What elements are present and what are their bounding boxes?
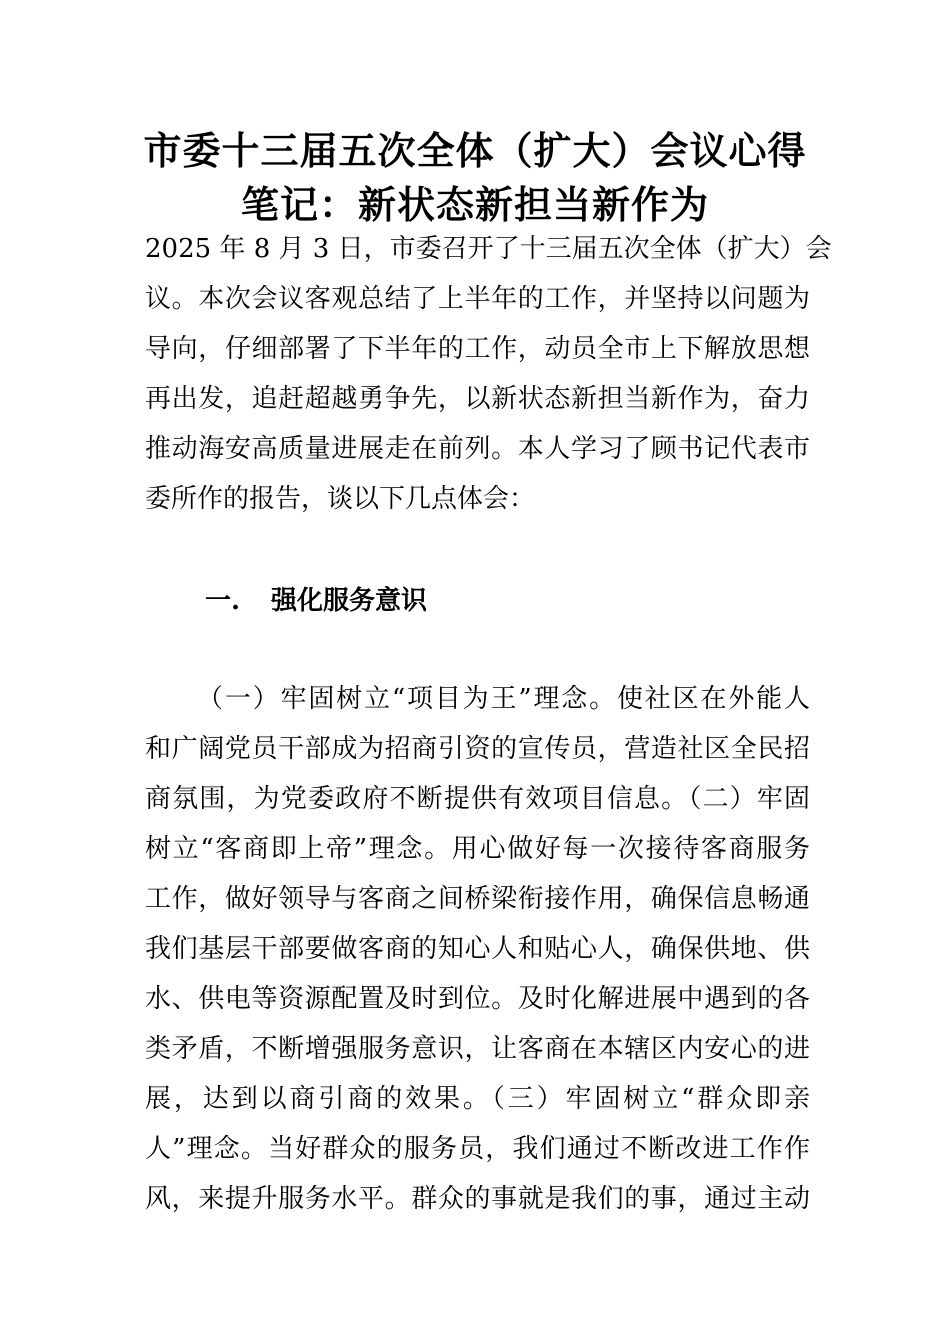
section-heading [205, 576, 427, 626]
text-line: 议。本次会议客观总结了上半年的工作，并坚持以问题为 [145, 284, 810, 314]
text-line: 推动海安高质量进展走在前列。本人学习了顾书记代表市 [145, 434, 810, 464]
section-title: 强化服务意识 [271, 586, 428, 616]
text-line: 我们基层干部要做客商的知心人和贴心人，确保供地、供 [145, 934, 810, 964]
text-line: （一）牢固树立“项目为王”理念。使社区在外能人 [197, 684, 810, 714]
title-line: 市委十三届五次全体（扩大）会议心得 [143, 129, 807, 173]
text-line: 商氛围，为党委政府不断提供有效项目信息。（二）牢固 [145, 784, 810, 814]
text-line: 委所作的报告，谈以下几点体会： [145, 484, 536, 514]
text-line: 和广阔党员干部成为招商引资的宣传员，营造社区全民招 [145, 734, 810, 764]
body-paragraph [145, 674, 810, 1224]
text-line: 风，来提升服务水平。群众的事就是我们的事，通过主动 [145, 1184, 810, 1214]
document-title [120, 124, 830, 232]
text-line: 再出发，追赶超越勇争先，以新状态新担当新作为，奋力 [145, 384, 810, 414]
intro-paragraph [145, 224, 832, 524]
text-line: 工作，做好领导与客商之间桥梁衔接作用，确保信息畅通 [145, 884, 810, 914]
section-number: 一. [205, 586, 241, 616]
text-line: 人”理念。当好群众的服务员，我们通过不断改进工作作 [145, 1134, 810, 1164]
text-line: 展，达到以商引商的效果。（三）牢固树立“群众即亲 [145, 1084, 810, 1114]
text-line: 水、供电等资源配置及时到位。及时化解进展中遇到的各 [145, 984, 810, 1014]
text-line: 2025 年 8 月 3 日，市委召开了十三届五次全体（扩大）会 [145, 234, 832, 264]
title-line: 笔记：新状态新担当新作为 [240, 183, 709, 227]
text-line: 类矛盾，不断增强服务意识，让客商在本辖区内安心的进 [145, 1034, 810, 1064]
text-line: 导向，仔细部署了下半年的工作，动员全市上下解放思想 [145, 334, 810, 364]
text-line: 树立“客商即上帝”理念。用心做好每一次接待客商服务 [145, 834, 810, 864]
